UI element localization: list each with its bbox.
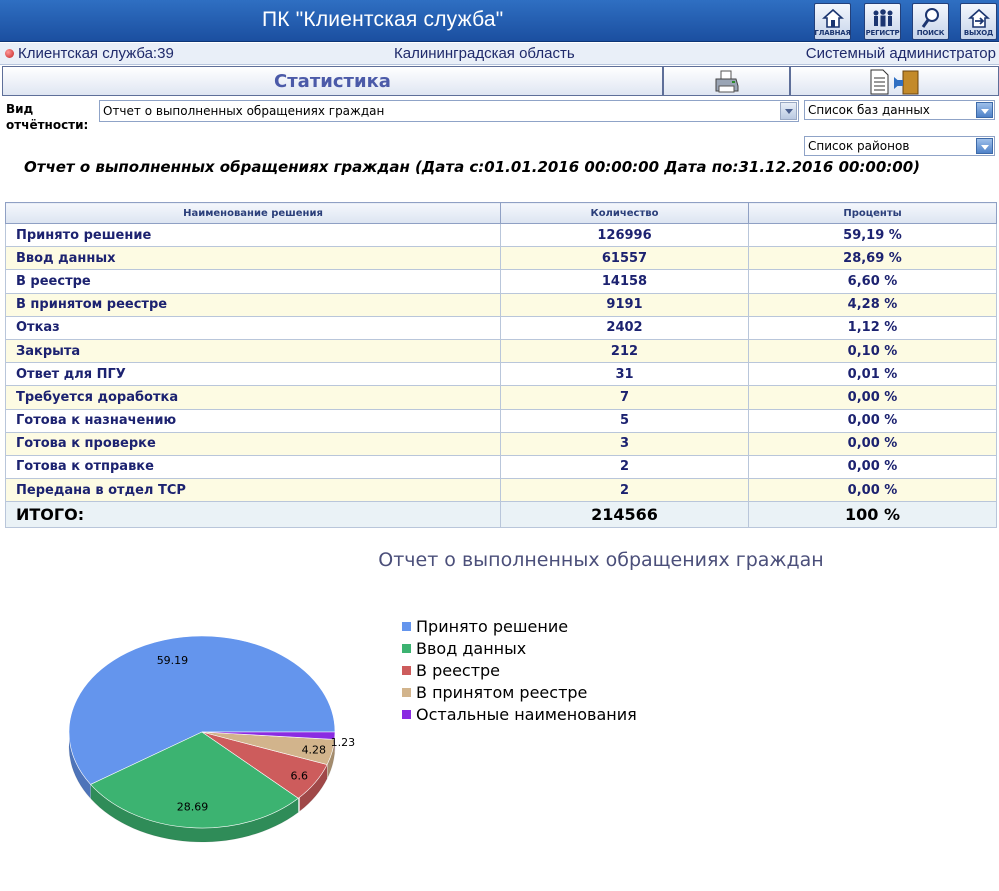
count-cell: 126996 (501, 224, 749, 247)
chevron-down-icon[interactable] (976, 138, 993, 154)
decision-name-cell: Отказ (6, 316, 501, 339)
legend-entry: В принятом реестре (416, 683, 588, 702)
nav-registry-button[interactable] (864, 3, 901, 40)
column-header: Проценты (749, 203, 997, 224)
chevron-down-icon[interactable] (780, 102, 797, 120)
decision-name-cell: Требуется доработка (6, 386, 501, 409)
nav-search-label: ПОИСК (916, 29, 945, 37)
report-type-select[interactable] (99, 100, 799, 122)
legend-swatch (402, 688, 411, 697)
report-type-label (6, 101, 88, 133)
district-list-value: Список районов (808, 139, 910, 153)
chart-legend (402, 617, 637, 724)
decision-name-cell: Ответ для ПГУ (6, 363, 501, 386)
legend-entry: Ввод данных (416, 639, 527, 658)
count-cell: 31 (501, 363, 749, 386)
table-row (6, 316, 997, 339)
page-title: Статистика (274, 71, 391, 92)
column-header: Наименование решения (6, 203, 501, 224)
database-list-value: Список баз данных (808, 103, 930, 117)
chevron-down-icon[interactable] (976, 102, 993, 118)
table-row (6, 270, 997, 293)
pie-top-layer (69, 636, 335, 828)
total-count-cell: 214566 (501, 502, 749, 528)
count-cell: 5 (501, 409, 749, 432)
decision-name-cell: В принятом реестре (6, 293, 501, 316)
document-exit-icon (869, 69, 921, 95)
count-cell: 61557 (501, 247, 749, 270)
legend-swatch (402, 622, 411, 631)
total-row (6, 502, 997, 528)
client-service-label: Клиентская служба:39 (18, 45, 174, 62)
printer-icon (714, 70, 740, 94)
nav-home-label: ГЛАВНАЯ (814, 29, 851, 37)
legend-entry: Остальные наименования (416, 705, 637, 724)
percent-cell: 0,00 % (749, 432, 997, 455)
app-header (0, 0, 999, 42)
percent-cell: 0,00 % (749, 409, 997, 432)
percent-cell: 1,12 % (749, 316, 997, 339)
decision-name-cell: Готова к проверке (6, 432, 501, 455)
table-row (6, 386, 997, 409)
page-title-cell (2, 66, 663, 96)
table-row (6, 455, 997, 478)
percent-cell: 59,19 % (749, 224, 997, 247)
toolbar (2, 66, 999, 96)
decision-name-cell: Ввод данных (6, 247, 501, 270)
legend-entry: Принято решение (416, 617, 569, 636)
home-icon (822, 7, 844, 29)
statistics-table (5, 202, 997, 528)
decision-name-cell: Готова к отправке (6, 455, 501, 478)
count-cell: 3 (501, 432, 749, 455)
legend-swatch (402, 666, 411, 675)
report-type-label-line1: Вид (6, 102, 34, 116)
status-dot-icon (5, 49, 14, 58)
report-type-label-line2: отчётности: (6, 118, 89, 132)
decision-name-cell: В реестре (6, 270, 501, 293)
print-button[interactable] (663, 66, 790, 96)
decision-name-cell: Принято решение (6, 224, 501, 247)
count-cell: 9191 (501, 293, 749, 316)
pie-slice-label: 28.69 (176, 800, 209, 814)
count-cell: 2 (501, 479, 749, 502)
pie-slice-label: 59.19 (156, 654, 189, 668)
table-row (6, 432, 997, 455)
percent-cell: 28,69 % (749, 247, 997, 270)
table-row (6, 293, 997, 316)
info-bar (0, 43, 999, 65)
nav-exit-label: ВЫХОД (963, 29, 994, 37)
decision-name-cell: Готова к назначению (6, 409, 501, 432)
user-label: Системный администратор (805, 45, 996, 62)
percent-cell: 0,01 % (749, 363, 997, 386)
report-type-value: Отчет о выполненных обращениях граждан (103, 104, 385, 118)
district-list-select[interactable] (804, 136, 995, 156)
pie-slice-label: 6.6 (290, 769, 309, 783)
percent-cell: 4,28 % (749, 293, 997, 316)
table-row (6, 224, 997, 247)
nav-registry-label: РЕГИСТР (865, 29, 900, 37)
table-row (6, 409, 997, 432)
table-row (6, 339, 997, 362)
app-title: ПК "Клиентская служба" (262, 8, 504, 31)
chart-title: Отчет о выполненных обращениях граждан (378, 549, 824, 571)
count-cell: 2 (501, 455, 749, 478)
total-percent-cell: 100 % (749, 502, 997, 528)
count-cell: 14158 (501, 270, 749, 293)
export-exit-button[interactable] (790, 66, 999, 96)
nav-search-button[interactable] (912, 3, 949, 40)
decision-name-cell: Закрыта (6, 339, 501, 362)
table-row (6, 363, 997, 386)
region-label: Калининградская область (394, 45, 575, 62)
percent-cell: 0,00 % (749, 386, 997, 409)
legend-swatch (402, 710, 411, 719)
nav-exit-button[interactable] (960, 3, 997, 40)
percent-cell: 0,10 % (749, 339, 997, 362)
legend-swatch (402, 644, 411, 653)
pie-chart (0, 540, 999, 880)
percent-cell: 0,00 % (749, 479, 997, 502)
percent-cell: 6,60 % (749, 270, 997, 293)
count-cell: 7 (501, 386, 749, 409)
exit-icon (968, 7, 990, 29)
magnifier-icon (920, 7, 942, 29)
report-heading: Отчет о выполненных обращениях граждан (Дата с:01.01.2016 00:00:00 Дата по:31.12.2016 00:00:00) (24, 158, 921, 176)
count-cell: 2402 (501, 316, 749, 339)
pie-slice-label: 1.23 (330, 735, 356, 749)
column-header: Количество (501, 203, 749, 224)
table-row (6, 247, 997, 270)
database-list-select[interactable] (804, 100, 995, 120)
table-header-row (6, 203, 997, 224)
count-cell: 212 (501, 339, 749, 362)
decision-name-cell: Передана в отдел ТСР (6, 479, 501, 502)
legend-entry: В реестре (416, 661, 501, 680)
total-label-cell: ИТОГО: (6, 502, 501, 528)
people-icon (871, 7, 895, 29)
nav-home-button[interactable] (814, 3, 851, 40)
table-row (6, 479, 997, 502)
percent-cell: 0,00 % (749, 455, 997, 478)
pie-slice-label: 4.28 (301, 743, 327, 757)
